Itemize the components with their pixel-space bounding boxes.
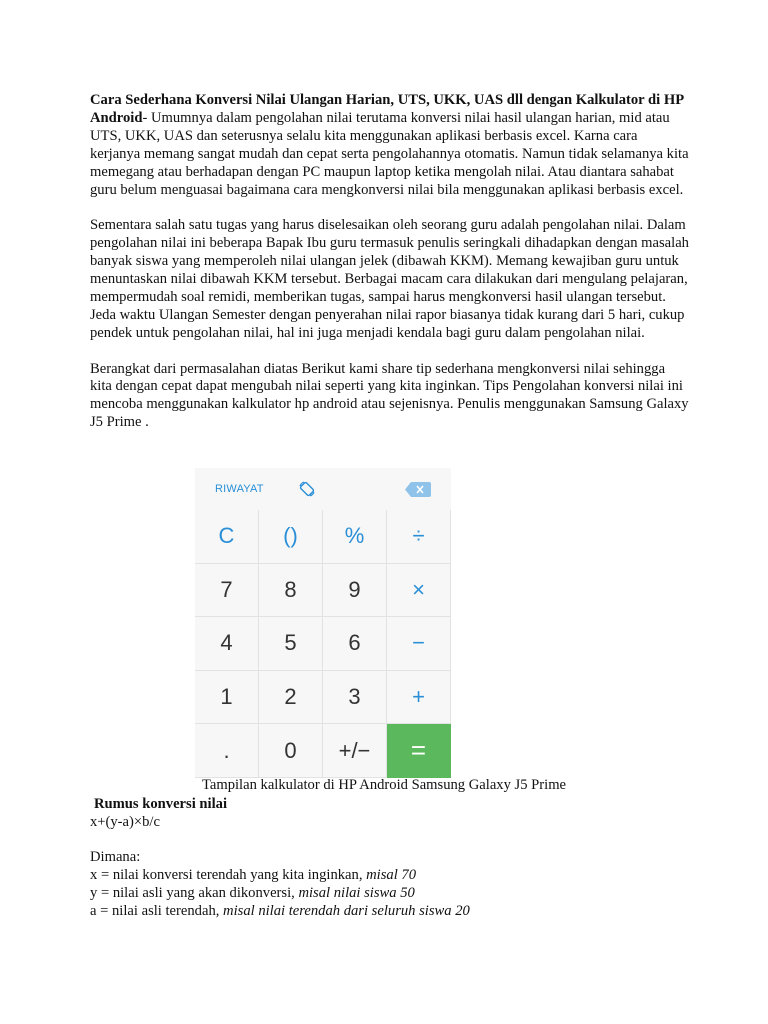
definition-x-example: misal 70 xyxy=(366,866,416,883)
paragraph-3: Berangkat dari permasalahan diatas Berikut kami share tip sederhana mengkonversi nilai sehingga kita dengan cepat dapat mengubah nilai seperti yang kita inginkan. Tips Pengolahan konversi nilai ini mencoba menggunakan kalkulator hp android atau sejenisnya. Penulis menggunakan Samsung Galaxy J5 Prime . xyxy=(90,360,689,431)
figure-caption: Tampilan kalkulator di HP Android Samsung Galaxy J5 Prime xyxy=(201,777,567,793)
definitions-section xyxy=(90,849,690,921)
calculator-toolbar xyxy=(195,468,451,511)
history-button[interactable]: RIWAYAT xyxy=(215,483,264,495)
article-body xyxy=(90,92,690,450)
key-plus-minus[interactable]: +/− xyxy=(323,724,387,778)
key-minus[interactable]: − xyxy=(387,617,451,671)
key-percent[interactable]: % xyxy=(323,510,387,564)
intro-text: - Umumnya dalam pengolahan nilai terutama konversi nilai hasil ulangan harian, mid atau UTS, UKK, UAS dan seterusnya selalu kita menggunakan aplikasi berbasis excel. Karna cara kerjanya memang sangat mudah dan cepat serta pengolahannya otomatis. Namun tidak selamanya kita memegang atau berhadapan dengan PC maupun laptop ketika mengolah nilai. Atau diantara sahabat guru belum menguasai bagaimana cara mengkonversi nilai bila menggunakan aplikasi berbasis excel. xyxy=(90,109,689,198)
key-7[interactable]: 7 xyxy=(195,564,259,618)
key-1[interactable]: 1 xyxy=(195,671,259,725)
key-divide[interactable]: ÷ xyxy=(387,510,451,564)
definition-x xyxy=(90,867,690,885)
definition-a-example: misal nilai terendah dari seluruh siswa 20 xyxy=(223,902,470,919)
key-parentheses[interactable]: () xyxy=(259,510,323,564)
key-9[interactable]: 9 xyxy=(323,564,387,618)
key-clear[interactable]: C xyxy=(195,510,259,564)
formula-section xyxy=(90,796,690,832)
keypad xyxy=(195,510,451,778)
article-title: Cara Sederhana Konversi Nilai Ulangan Harian, UTS, UKK, UAS dll dengan Kalkulator di HP Android xyxy=(90,92,684,126)
key-4[interactable]: 4 xyxy=(195,617,259,671)
key-2[interactable]: 2 xyxy=(259,671,323,725)
definition-a-text: a = nilai asli terendah, xyxy=(90,902,224,919)
definition-a xyxy=(90,903,690,921)
formula-expression: x+(y-a)×b/c xyxy=(90,813,160,830)
backspace-icon[interactable] xyxy=(405,482,431,497)
key-0[interactable]: 0 xyxy=(259,724,323,778)
definition-x-text: x = nilai konversi terendah yang kita inginkan, xyxy=(90,866,367,883)
key-8[interactable]: 8 xyxy=(259,564,323,618)
rotate-icon[interactable] xyxy=(298,480,316,498)
definitions-label: Dimana: xyxy=(90,849,141,865)
key-plus[interactable]: + xyxy=(387,671,451,725)
definition-y xyxy=(90,885,690,903)
intro-paragraph xyxy=(90,92,690,199)
key-6[interactable]: 6 xyxy=(323,617,387,671)
definition-y-example: misal nilai siswa 50 xyxy=(298,884,415,901)
paragraph-2: Sementara salah satu tugas yang harus diselesaikan oleh seorang guru adalah pengolahan nilai. Dalam pengolahan nilai ini beberapa Bapak Ibu guru termasuk penulis seringkali dihadapkan dengan masalah banyak siswa yang memperoleh nilai ulangan jelek (dibawah KKM). Memang kewajiban guru untuk menuntaskan nilai dibawah KKM tersebut. Berbagai macam cara dilakukan dari mengulang pelajaran, mempermudah soal remidi, memberikan tugas, sampai harus mengkonversi hasil ulangan tersebut. Jeda waktu Ulangan Semester dengan penyerahan nilai rapor biasanya tidak kurang dari 5 hari, cukup pendek untuk pengolahan nilai, hal ini juga menjadi kendala bagi guru dalam pengolahan nilai. xyxy=(90,217,689,341)
definition-y-text: y = nilai asli yang akan dikonversi, xyxy=(90,884,299,901)
key-5[interactable]: 5 xyxy=(259,617,323,671)
key-3[interactable]: 3 xyxy=(323,671,387,725)
key-decimal[interactable]: . xyxy=(195,724,259,778)
formula-heading: Rumus konversi nilai xyxy=(94,796,227,812)
calculator-screenshot xyxy=(195,468,451,778)
key-multiply[interactable]: × xyxy=(387,564,451,618)
key-equals[interactable]: = xyxy=(387,724,451,778)
